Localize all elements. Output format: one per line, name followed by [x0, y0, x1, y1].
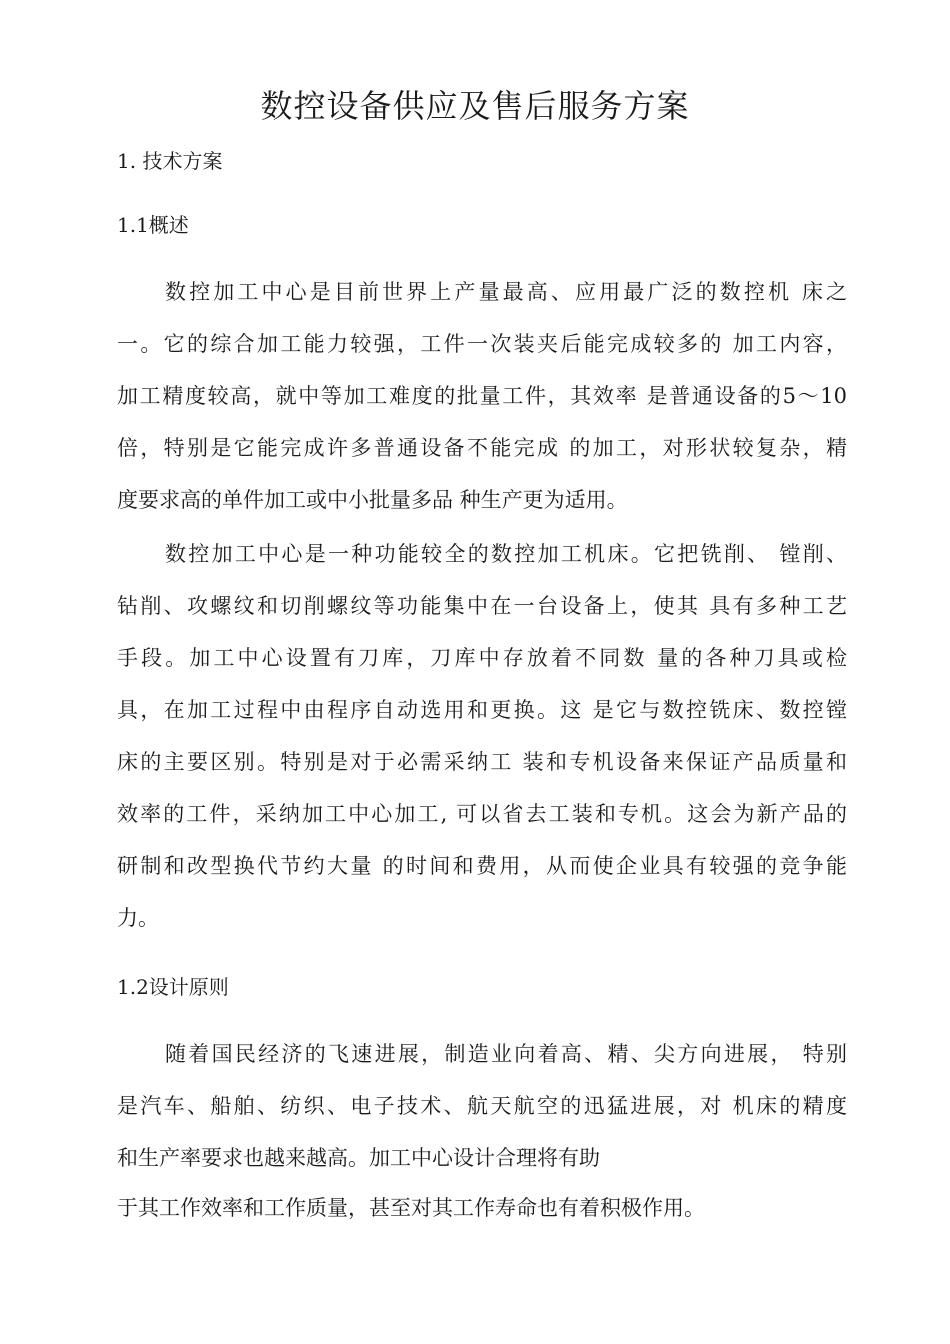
section-heading-technical-plan: 1. 技术方案 [117, 149, 223, 173]
paragraph-line: 数控加工中心是目前世界上产量最高、应用最广泛的数控机 床之 [165, 280, 847, 304]
paragraph-line: 钻削、攻螺纹和切削螺纹等功能集中在一台设备上，使其 具有多种工艺 [117, 594, 847, 618]
paragraph-design-principles [117, 1028, 847, 1232]
paragraph-overview-1 [117, 266, 847, 526]
paragraph-line: 一。它的综合加工能力较强，工件一次装夹后能完成较多的 加工内容， [117, 332, 847, 356]
paragraph-line: 度要求高的单件加工或中小批量多品 种生产更为适用。 [117, 488, 628, 512]
section-heading-overview: 1.1概述 [117, 213, 189, 237]
section-heading-design-principles: 1.2设计原则 [117, 975, 229, 999]
paragraph-line: 加工精度较高，就中等加工难度的批量工件，其效率 是普通设备的5〜10 [117, 384, 847, 408]
paragraph-line: 研制和改型换代节约大量 的时间和费用，从而使企业具有较强的竞争能 [117, 854, 847, 878]
paragraph-line: 是汽车、船舶、纺织、电子技术、航天航空的迅猛进展，对 机床的精度 [117, 1094, 847, 1118]
document-title: 数控设备供应及售后服务方案 [260, 87, 690, 125]
paragraph-line: 效率的工件，采纳加工中心加工, 可以省去工装和专机。这会为新产品的 [117, 802, 847, 826]
paragraph-line: 于其工作效率和工作质量，甚至对其工作寿命也有着积极作用。 [117, 1196, 705, 1220]
paragraph-line: 具，在加工过程中由程序自动选用和更换。这 是它与数控铣床、数控镗 [117, 698, 847, 722]
paragraph-line: 力。 [117, 906, 159, 930]
paragraph-line: 手段。加工中心设置有刀库，刀库中存放着不同数 量的各种刀具或检 [117, 646, 847, 670]
paragraph-line: 倍，特别是它能完成许多普通设备不能完成 的加工，对形状较复杂，精 [117, 436, 847, 460]
paragraph-overview-2 [117, 528, 847, 944]
paragraph-line: 随着国民经济的飞速进展，制造业向着高、精、尖方向进展， 特别 [165, 1042, 847, 1066]
paragraph-line: 床的主要区别。特别是对于必需采纳工 装和专机设备来保证产品质量和 [117, 750, 847, 774]
paragraph-line: 数控加工中心是一种功能较全的数控加工机床。它把铣削、 镗削、 [165, 542, 847, 566]
paragraph-line: 和生产率要求也越来越高。加工中心设计合理将有助 [117, 1146, 600, 1170]
